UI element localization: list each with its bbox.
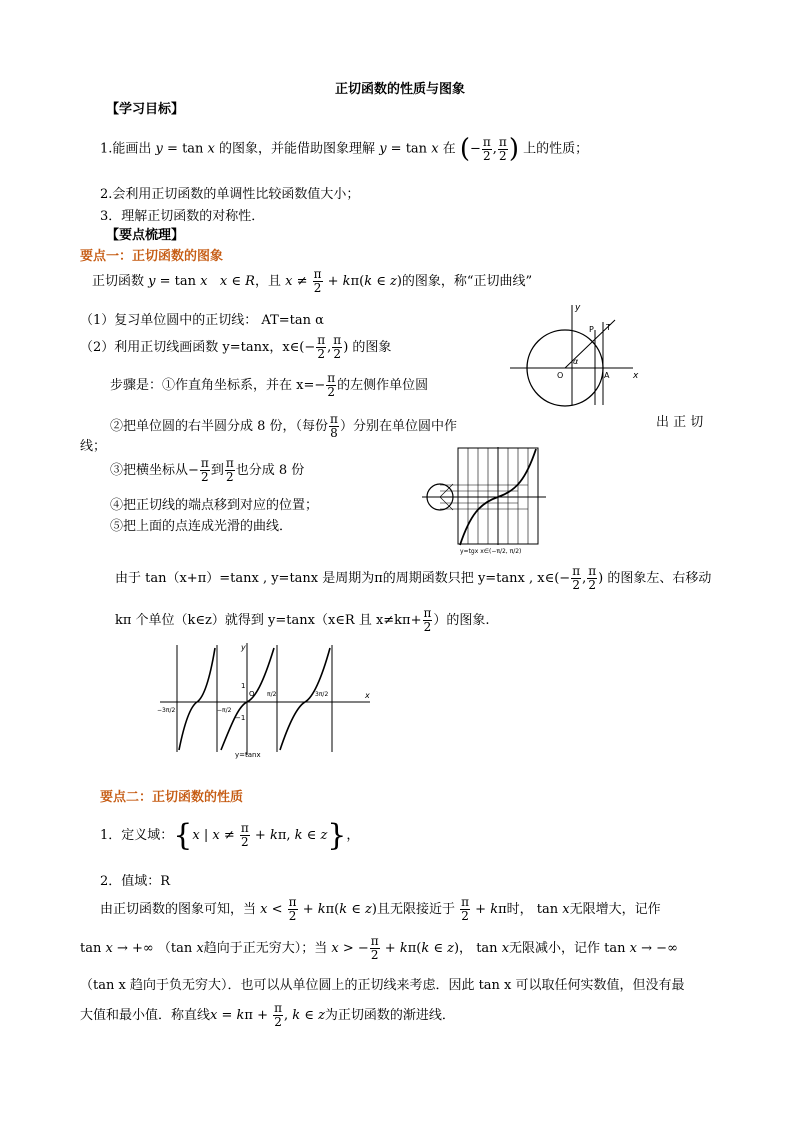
period-line-1: 由于 tan（x+π）=tanx , y=tanx 是周期为π的周期函数只把 y=tanx , x∈(− $\frac{\pi}{2}$ , $\frac{\pi}{2}$ ) 的图象左、右移动: [115, 564, 712, 592]
fig1-label-a: A: [604, 371, 610, 380]
fig3-label-y: y: [241, 643, 246, 652]
property-para-3: （tan x 趋向于负无穷大）．也可以从单位圆上的正切线来考虑．因此 tan x 可以取任何实数值，但没有最: [80, 978, 685, 993]
fig1-label-x: x: [633, 371, 639, 381]
fig3-tick-neg1: −1: [235, 714, 246, 722]
key-point-2-heading: 要点二：正切函数的性质: [100, 790, 244, 805]
period-line-2: kπ 个单位（k∈z）就得到 y=tanx（x∈R 且 x≠kπ+ $\frac{\pi}{2}$ ）的图象.: [115, 606, 490, 634]
unit-circle-figure: [505, 300, 645, 410]
fig3-tick-o: O: [249, 690, 255, 698]
fig3-tick-1: 1: [241, 682, 246, 690]
step-b-right: 出 正 切: [656, 415, 704, 430]
fig1-label-alpha: α: [573, 357, 579, 366]
definition-line: 正切函数 y = tan x x ∈ R，且 x ≠ $\frac{\pi}{2}$ + kπ(k ∈ z)的图象，称“正切曲线”: [92, 267, 533, 295]
range-line: 2．值域：R: [100, 874, 171, 889]
fig3-tick-neg3pi2: −3π/2: [157, 707, 176, 714]
construction-figure: [420, 445, 550, 555]
goal-2: 2.会利用正切函数的单调性比较函数值大小；: [100, 187, 360, 202]
fig3-tick-negpi2: −π/2: [217, 707, 232, 714]
fig1-label-t: T: [606, 323, 611, 332]
fig1-label-p: P: [589, 325, 594, 334]
step-intro: 步骤是：①作直角坐标系，并在 x=− $\frac{\pi}{2}$ 的左侧作单位圆: [110, 371, 429, 399]
step-c: ③把横坐标从− $\frac{\pi}{2}$ 到 $\frac{\pi}{2}$ 也分成 8 份: [110, 456, 305, 484]
key-point-1-heading: 要点一：正切函数的图象: [80, 249, 224, 264]
tan-graph-figure: [155, 640, 380, 760]
step-b-cont: 线；: [80, 439, 107, 454]
step-e: ⑤把上面的点连成光滑的曲线．: [110, 519, 293, 534]
goal-3: 3．理解正切函数的对称性．: [100, 209, 265, 224]
step-2: （2）利用正切线画函数 y=tanx，x∈(− $\frac{\pi}{2}$ , $\frac{\pi}{2}$ ) 的图象: [80, 333, 392, 361]
section-goals: 【学习目标】: [106, 102, 185, 117]
fig1-label-o: O: [557, 371, 564, 380]
fig2-caption: y=tgx x∈(−π/2, π/2): [460, 548, 522, 555]
fig1-label-y: y: [575, 303, 581, 313]
fig3-tick-pi2: π/2: [267, 691, 277, 698]
step-1: （1）复习单位圆中的正切线： AT=tan α: [80, 313, 324, 328]
fig3-label-x: x: [365, 691, 370, 700]
page-title: 正切函数的性质与图象: [335, 82, 466, 97]
step-b: ②把单位圆的右半圆分成 8 份，（每份 $\frac{\pi}{8}$ ）分别在单位圆中作: [110, 412, 457, 440]
fig3-tick-3pi2: 3π/2: [315, 691, 329, 698]
goal-1: 1.能画出 y = tan x 的图象，并能借助图象理解 y = tan x 在 (− $\frac{\pi}{2}$ , $\frac{\pi}{2}$ ) 上的性质；: [100, 134, 589, 164]
property-para-1: 由正切函数的图象可知，当 x < $\frac{\pi}{2}$ + kπ(k ∈ z)且无限接近于 $\frac{\pi}{2}$ + kπ时， tan x无限增大，记作: [100, 895, 661, 923]
domain-line: 1．定义域：{x | x ≠ $\frac{\pi}{2}$ + kπ, k ∈ z}，: [100, 818, 360, 853]
section-review: 【要点梳理】: [106, 228, 185, 243]
property-para-4: 大值和最小值．称直线x = kπ + $\frac{\pi}{2}$ , k ∈ z为正切函数的渐进线．: [80, 1001, 455, 1029]
fig3-caption: y=tanx: [235, 751, 261, 759]
property-para-2: tan x → +∞ （tan x趋向于正无穷大）；当 x > − $\frac{\pi}{2}$ + kπ(k ∈ z)， tan x无限减小，记作 tan x → −∞: [80, 934, 678, 962]
step-d: ④把正切线的端点移到对应的位置；: [110, 498, 319, 513]
